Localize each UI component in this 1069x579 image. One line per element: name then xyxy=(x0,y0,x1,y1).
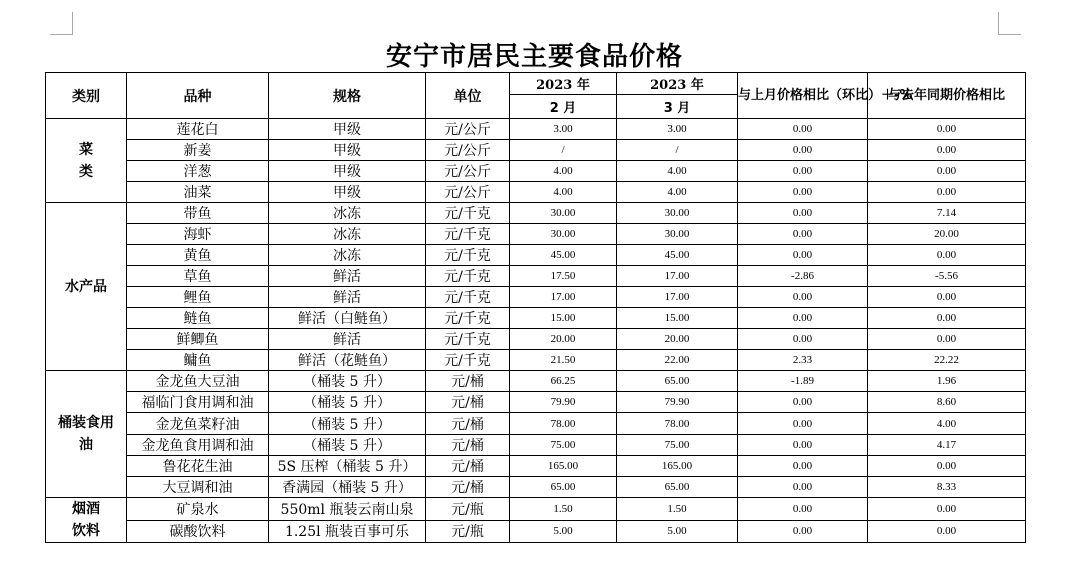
item-yoy-change-cell: -5.56 xyxy=(868,266,1026,287)
item-spec-cell: 冰冻 xyxy=(269,203,426,224)
table-row xyxy=(46,329,1026,350)
table-row xyxy=(46,520,1026,543)
item-unit-cell: 元/千克 xyxy=(426,203,510,224)
item-mar-price-cell: 5.00 xyxy=(617,520,738,543)
item-name-cell: 鲢鱼 xyxy=(127,308,269,329)
item-yoy-change-cell: 8.60 xyxy=(868,392,1026,413)
item-feb-price-cell: / xyxy=(510,140,617,161)
item-mom-change-cell: 0.00 xyxy=(738,456,868,477)
item-mar-price-cell: 30.00 xyxy=(617,203,738,224)
item-mom-change-cell: 0.00 xyxy=(738,245,868,266)
item-unit-cell: 元/桶 xyxy=(426,477,510,498)
header-unit: 单位 xyxy=(426,73,510,119)
item-unit-cell: 元/桶 xyxy=(426,392,510,413)
category-cell: 菜 类 xyxy=(46,119,127,203)
item-name-cell: 黄鱼 xyxy=(127,245,269,266)
table-row xyxy=(46,371,1026,392)
table-row xyxy=(46,456,1026,477)
item-mom-change-cell: 0.00 xyxy=(738,435,868,456)
item-feb-price-cell: 3.00 xyxy=(510,119,617,140)
item-yoy-change-cell: 1.96 xyxy=(868,371,1026,392)
item-name-cell: 带鱼 xyxy=(127,203,269,224)
item-yoy-change-cell: 0.00 xyxy=(868,498,1026,521)
item-spec-cell: （桶装 5 升） xyxy=(269,435,426,456)
item-unit-cell: 元/千克 xyxy=(426,350,510,371)
item-feb-price-cell: 65.00 xyxy=(510,477,617,498)
item-unit-cell: 元/瓶 xyxy=(426,498,510,521)
item-feb-price-cell: 4.00 xyxy=(510,161,617,182)
table-row xyxy=(46,161,1026,182)
item-mom-change-cell: 0.00 xyxy=(738,203,868,224)
item-spec-cell: 甲级 xyxy=(269,161,426,182)
item-feb-price-cell: 66.25 xyxy=(510,371,617,392)
item-mar-price-cell: 4.00 xyxy=(617,161,738,182)
item-yoy-change-cell: 0.00 xyxy=(868,161,1026,182)
header-category: 类别 xyxy=(46,73,127,119)
item-spec-cell: 甲级 xyxy=(269,119,426,140)
header-variety: 品种 xyxy=(127,73,269,119)
item-mar-price-cell: 65.00 xyxy=(617,371,738,392)
item-feb-price-cell: 165.00 xyxy=(510,456,617,477)
table-row xyxy=(46,119,1026,140)
item-yoy-change-cell: 0.00 xyxy=(868,287,1026,308)
crop-mark-top-right xyxy=(998,12,1021,35)
item-mar-price-cell: 4.00 xyxy=(617,182,738,203)
item-yoy-change-cell: 4.00 xyxy=(868,413,1026,435)
item-mar-price-cell: 1.50 xyxy=(617,498,738,521)
item-unit-cell: 元/桶 xyxy=(426,456,510,477)
item-name-cell: 草鱼 xyxy=(127,266,269,287)
table-row xyxy=(46,140,1026,161)
item-unit-cell: 元/桶 xyxy=(426,435,510,456)
table-row xyxy=(46,498,1026,521)
item-feb-price-cell: 75.00 xyxy=(510,435,617,456)
table-row xyxy=(46,245,1026,266)
item-unit-cell: 元/桶 xyxy=(426,413,510,435)
item-mar-price-cell: / xyxy=(617,140,738,161)
table-row xyxy=(46,308,1026,329)
item-name-cell: 鲁花花生油 xyxy=(127,456,269,477)
item-name-cell: 金龙鱼菜籽油 xyxy=(127,413,269,435)
item-feb-price-cell: 30.00 xyxy=(510,203,617,224)
header-spec: 规格 xyxy=(269,73,426,119)
item-mom-change-cell: 0.00 xyxy=(738,182,868,203)
item-spec-cell: 1.25l 瓶装百事可乐 xyxy=(269,520,426,543)
item-unit-cell: 元/千克 xyxy=(426,308,510,329)
item-unit-cell: 元/公斤 xyxy=(426,161,510,182)
item-yoy-change-cell: 0.00 xyxy=(868,140,1026,161)
item-feb-price-cell: 79.90 xyxy=(510,392,617,413)
item-mar-price-cell: 15.00 xyxy=(617,308,738,329)
item-spec-cell: 5S 压榨（桶装 5 升） xyxy=(269,456,426,477)
item-unit-cell: 元/千克 xyxy=(426,287,510,308)
header-year-mar: 2023 年 xyxy=(617,73,738,95)
header-mom: 与上月价格相比（环比）＋-% xyxy=(738,73,868,119)
item-name-cell: 油菜 xyxy=(127,182,269,203)
item-yoy-change-cell: 0.00 xyxy=(868,308,1026,329)
table-row xyxy=(46,182,1026,203)
item-feb-price-cell: 21.50 xyxy=(510,350,617,371)
item-name-cell: 矿泉水 xyxy=(127,498,269,521)
item-mar-price-cell: 17.00 xyxy=(617,287,738,308)
item-mom-change-cell: 0.00 xyxy=(738,161,868,182)
item-spec-cell: 鲜活（白鲢鱼） xyxy=(269,308,426,329)
item-unit-cell: 元/公斤 xyxy=(426,182,510,203)
table-row xyxy=(46,287,1026,308)
item-yoy-change-cell: 7.14 xyxy=(868,203,1026,224)
page-title: 安宁市居民主要食品价格 xyxy=(385,42,683,72)
item-name-cell: 金龙鱼大豆油 xyxy=(127,371,269,392)
item-spec-cell: 鲜活（花鲢鱼） xyxy=(269,350,426,371)
item-feb-price-cell: 20.00 xyxy=(510,329,617,350)
item-mar-price-cell: 20.00 xyxy=(617,329,738,350)
price-table xyxy=(45,72,1026,543)
item-yoy-change-cell: 0.00 xyxy=(868,182,1026,203)
item-spec-cell: 香满园（桶装 5 升） xyxy=(269,477,426,498)
item-yoy-change-cell: 0.00 xyxy=(868,520,1026,543)
item-spec-cell: （桶装 5 升） xyxy=(269,392,426,413)
table-row xyxy=(46,477,1026,498)
table-row xyxy=(46,203,1026,224)
item-name-cell: 鲤鱼 xyxy=(127,287,269,308)
item-name-cell: 莲花白 xyxy=(127,119,269,140)
item-feb-price-cell: 17.50 xyxy=(510,266,617,287)
item-yoy-change-cell: 0.00 xyxy=(868,456,1026,477)
item-mar-price-cell: 22.00 xyxy=(617,350,738,371)
table-row xyxy=(46,350,1026,371)
item-name-cell: 海虾 xyxy=(127,224,269,245)
item-spec-cell: 冰冻 xyxy=(269,224,426,245)
item-spec-cell: 鲜活 xyxy=(269,287,426,308)
item-feb-price-cell: 5.00 xyxy=(510,520,617,543)
item-feb-price-cell: 30.00 xyxy=(510,224,617,245)
item-mar-price-cell: 45.00 xyxy=(617,245,738,266)
category-cell: 烟酒 饮料 xyxy=(46,498,127,543)
price-table-body xyxy=(46,119,1026,543)
table-row xyxy=(46,224,1026,245)
item-mom-change-cell: 0.00 xyxy=(738,287,868,308)
item-unit-cell: 元/公斤 xyxy=(426,119,510,140)
table-row xyxy=(46,413,1026,435)
item-feb-price-cell: 4.00 xyxy=(510,182,617,203)
item-mar-price-cell: 3.00 xyxy=(617,119,738,140)
item-mar-price-cell: 75.00 xyxy=(617,435,738,456)
item-name-cell: 金龙鱼食用调和油 xyxy=(127,435,269,456)
item-feb-price-cell: 15.00 xyxy=(510,308,617,329)
item-unit-cell: 元/公斤 xyxy=(426,140,510,161)
item-feb-price-cell: 45.00 xyxy=(510,245,617,266)
item-feb-price-cell: 78.00 xyxy=(510,413,617,435)
category-cell: 水产品 xyxy=(46,203,127,371)
item-feb-price-cell: 1.50 xyxy=(510,498,617,521)
item-mom-change-cell: 0.00 xyxy=(738,329,868,350)
table-row xyxy=(46,266,1026,287)
item-spec-cell: 甲级 xyxy=(269,140,426,161)
item-unit-cell: 元/千克 xyxy=(426,245,510,266)
item-spec-cell: 冰冻 xyxy=(269,245,426,266)
item-name-cell: 鳙鱼 xyxy=(127,350,269,371)
item-mom-change-cell: 0.00 xyxy=(738,119,868,140)
item-mar-price-cell: 165.00 xyxy=(617,456,738,477)
item-mom-change-cell: 0.00 xyxy=(738,477,868,498)
item-name-cell: 福临门食用调和油 xyxy=(127,392,269,413)
item-yoy-change-cell: 22.22 xyxy=(868,350,1026,371)
item-name-cell: 洋葱 xyxy=(127,161,269,182)
item-yoy-change-cell: 0.00 xyxy=(868,329,1026,350)
item-unit-cell: 元/瓶 xyxy=(426,520,510,543)
item-yoy-change-cell: 20.00 xyxy=(868,224,1026,245)
item-mar-price-cell: 78.00 xyxy=(617,413,738,435)
item-mom-change-cell: 0.00 xyxy=(738,308,868,329)
item-mom-change-cell: 0.00 xyxy=(738,392,868,413)
table-row xyxy=(46,435,1026,456)
item-mar-price-cell: 17.00 xyxy=(617,266,738,287)
item-unit-cell: 元/千克 xyxy=(426,224,510,245)
item-mom-change-cell: 2.33 xyxy=(738,350,868,371)
item-yoy-change-cell: 8.33 xyxy=(868,477,1026,498)
item-name-cell: 新姜 xyxy=(127,140,269,161)
item-mar-price-cell: 30.00 xyxy=(617,224,738,245)
header-year-feb: 2023 年 xyxy=(510,73,617,95)
item-mom-change-cell: 0.00 xyxy=(738,413,868,435)
item-mom-change-cell: 0.00 xyxy=(738,224,868,245)
category-cell: 桶装食用 油 xyxy=(46,371,127,498)
item-spec-cell: 鲜活 xyxy=(269,329,426,350)
item-yoy-change-cell: 0.00 xyxy=(868,245,1026,266)
table-row xyxy=(46,392,1026,413)
item-spec-cell: 鲜活 xyxy=(269,266,426,287)
header-month-mar: 3 月 xyxy=(617,95,738,119)
item-name-cell: 鲜鲫鱼 xyxy=(127,329,269,350)
item-feb-price-cell: 17.00 xyxy=(510,287,617,308)
item-unit-cell: 元/桶 xyxy=(426,371,510,392)
item-mom-change-cell: -2.86 xyxy=(738,266,868,287)
item-mom-change-cell: -1.89 xyxy=(738,371,868,392)
header-yoy: 与去年同期价格相比 xyxy=(868,73,1026,119)
item-mom-change-cell: 0.00 xyxy=(738,140,868,161)
crop-mark-top-left xyxy=(50,12,73,35)
item-mar-price-cell: 79.90 xyxy=(617,392,738,413)
header-month-feb: 2 月 xyxy=(510,95,617,119)
item-mom-change-cell: 0.00 xyxy=(738,498,868,521)
item-spec-cell: （桶装 5 升） xyxy=(269,413,426,435)
item-mom-change-cell: 0.00 xyxy=(738,520,868,543)
item-yoy-change-cell: 4.17 xyxy=(868,435,1026,456)
item-name-cell: 大豆调和油 xyxy=(127,477,269,498)
item-spec-cell: （桶装 5 升） xyxy=(269,371,426,392)
item-yoy-change-cell: 0.00 xyxy=(868,119,1026,140)
item-spec-cell: 甲级 xyxy=(269,182,426,203)
item-unit-cell: 元/千克 xyxy=(426,329,510,350)
item-unit-cell: 元/千克 xyxy=(426,266,510,287)
item-name-cell: 碳酸饮料 xyxy=(127,520,269,543)
item-mar-price-cell: 65.00 xyxy=(617,477,738,498)
item-spec-cell: 550ml 瓶装云南山泉 xyxy=(269,498,426,521)
